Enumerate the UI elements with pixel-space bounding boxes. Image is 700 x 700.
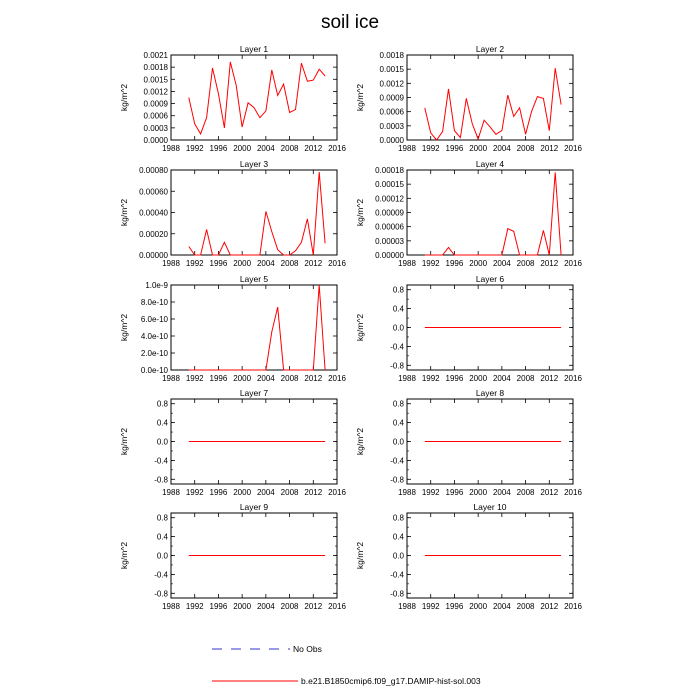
x-tick-label: 1992 <box>185 144 204 153</box>
plot-frame <box>171 55 337 140</box>
x-tick-label: 2000 <box>233 488 252 497</box>
x-tick-label: 2008 <box>516 144 535 153</box>
y-axis-label: kg/m^2 <box>355 541 365 570</box>
y-axis-label: kg/m^2 <box>119 83 129 112</box>
x-tick-label: 1996 <box>445 374 464 383</box>
plot-frame <box>407 170 573 255</box>
legend-obs-label: No Obs <box>293 644 322 654</box>
x-tick-label: 2008 <box>280 259 299 268</box>
x-tick-label: 2000 <box>469 144 488 153</box>
x-tick-label: 1988 <box>398 374 416 383</box>
y-tick-label: 0.8 <box>392 285 404 295</box>
y-axis-label: kg/m^2 <box>355 313 365 342</box>
x-tick-label: 2016 <box>564 259 582 268</box>
y-tick-label: 0.00040 <box>139 208 168 218</box>
x-tick-label: 2016 <box>328 259 346 268</box>
y-tick-label: -0.4 <box>154 570 168 580</box>
y-tick-label: 0.0012 <box>379 79 404 89</box>
x-tick-label: 1988 <box>398 144 416 153</box>
x-tick-label: 1992 <box>185 488 204 497</box>
x-tick-label: 2004 <box>492 374 511 383</box>
x-tick-label: 2012 <box>304 259 323 268</box>
x-tick-label: 2008 <box>280 144 299 153</box>
x-tick-label: 1996 <box>209 144 228 153</box>
y-tick-label: 0.00015 <box>375 180 404 190</box>
y-tick-label: 0.8 <box>156 399 168 409</box>
x-tick-label: 2000 <box>233 602 252 611</box>
y-tick-label: 0.0e-10 <box>140 366 168 375</box>
legend-model-label: b.e21.B1850cmip6.f09_g17.DAMIP-hist-sol.003 <box>301 676 481 686</box>
y-tick-label: -0.8 <box>154 589 168 599</box>
x-tick-label: 2012 <box>304 144 323 153</box>
y-tick-label: 6.0e-10 <box>140 315 168 324</box>
x-tick-label: 1996 <box>209 602 228 611</box>
y-tick-label: 0.00003 <box>375 236 404 246</box>
y-tick-label: 4.0e-10 <box>140 332 168 341</box>
x-tick-label: 1996 <box>445 602 464 611</box>
x-tick-label: 2008 <box>516 488 535 497</box>
x-tick-label: 2008 <box>516 374 535 383</box>
x-tick-label: 1992 <box>185 602 204 611</box>
x-tick-label: 2004 <box>492 259 511 268</box>
y-axis-label: kg/m^2 <box>355 83 365 112</box>
panel-title: Layer 9 <box>239 502 269 512</box>
x-tick-label: 2004 <box>256 259 275 268</box>
y-tick-label: 0.00009 <box>375 208 404 218</box>
panel-title: Layer 4 <box>475 159 505 169</box>
x-tick-label: 1996 <box>445 144 464 153</box>
x-tick-label: 2008 <box>516 259 535 268</box>
x-tick-label: 1988 <box>398 488 416 497</box>
panels-group <box>119 44 582 611</box>
panel-title: Layer 1 <box>239 44 269 54</box>
y-tick-label: 0.0000 <box>143 136 168 145</box>
panel-4 <box>355 159 582 268</box>
x-tick-label: 1988 <box>162 144 180 153</box>
y-tick-label: -0.8 <box>154 475 168 485</box>
x-tick-label: 2016 <box>328 144 346 153</box>
y-tick-label: -0.4 <box>390 570 404 580</box>
x-tick-label: 2016 <box>328 374 346 383</box>
figure-title: soil ice <box>320 12 380 33</box>
y-tick-label: 0.0 <box>156 437 168 447</box>
x-tick-label: 2016 <box>564 374 582 383</box>
x-tick-label: 2016 <box>328 602 346 611</box>
y-tick-label: 0.8 <box>156 513 168 523</box>
y-tick-label: 0.0015 <box>379 65 404 75</box>
x-tick-label: 2012 <box>540 602 559 611</box>
x-tick-label: 2008 <box>280 602 299 611</box>
y-tick-label: 0.4 <box>156 418 168 428</box>
panel-5 <box>119 274 346 383</box>
x-tick-label: 2012 <box>304 602 323 611</box>
panel-8 <box>355 388 582 497</box>
x-tick-label: 1996 <box>209 374 228 383</box>
x-tick-label: 1988 <box>162 374 180 383</box>
y-tick-label: 0.0006 <box>379 107 404 117</box>
model-series-line <box>425 172 561 255</box>
model-series-line <box>425 68 561 140</box>
panel-title: Layer 3 <box>239 159 269 169</box>
x-tick-label: 1996 <box>209 488 228 497</box>
y-tick-label: 0.0012 <box>143 87 168 97</box>
y-tick-label: 2.0e-10 <box>140 349 168 358</box>
x-tick-label: 2016 <box>564 144 582 153</box>
y-axis-label: kg/m^2 <box>119 198 129 227</box>
x-tick-label: 2000 <box>469 602 488 611</box>
x-tick-label: 2004 <box>256 144 275 153</box>
x-tick-label: 2000 <box>233 259 252 268</box>
y-tick-label: -0.4 <box>390 342 404 352</box>
y-tick-label: 0.00020 <box>139 229 168 239</box>
y-tick-label: 0.4 <box>392 532 404 542</box>
panel-title: Layer 6 <box>475 274 505 284</box>
model-series-line <box>189 172 325 255</box>
y-tick-label: 0.00080 <box>139 166 168 175</box>
y-tick-label: 8.0e-10 <box>140 298 168 307</box>
x-tick-label: 1992 <box>185 259 204 268</box>
panel-9 <box>119 502 346 611</box>
plot-frame <box>171 285 337 370</box>
y-tick-label: -0.4 <box>154 456 168 466</box>
y-tick-label: 0.0018 <box>143 63 168 73</box>
y-tick-label: -0.8 <box>390 475 404 485</box>
x-tick-label: 2008 <box>280 488 299 497</box>
y-tick-label: 1.0e-9 <box>145 281 168 290</box>
x-tick-label: 2000 <box>469 374 488 383</box>
panel-6 <box>355 274 582 383</box>
x-tick-label: 1988 <box>162 488 180 497</box>
y-tick-label: 0.00000 <box>139 251 168 260</box>
model-series-line <box>189 62 325 134</box>
y-tick-label: 0.4 <box>392 304 404 314</box>
x-tick-label: 2012 <box>540 374 559 383</box>
x-tick-label: 1988 <box>162 259 180 268</box>
y-tick-label: 0.8 <box>392 399 404 409</box>
x-tick-label: 1992 <box>421 144 440 153</box>
y-tick-label: 0.0006 <box>143 111 168 121</box>
x-tick-label: 2004 <box>256 602 275 611</box>
x-tick-label: 2004 <box>492 144 511 153</box>
x-tick-label: 2004 <box>256 374 275 383</box>
x-tick-label: 2012 <box>304 374 323 383</box>
x-tick-label: 2004 <box>492 602 511 611</box>
panel-3 <box>119 159 346 268</box>
y-tick-label: 0.0018 <box>379 51 404 60</box>
y-tick-label: 0.0 <box>156 551 168 561</box>
panel-1 <box>119 44 346 153</box>
panel-title: Layer 8 <box>475 388 505 398</box>
x-tick-label: 2004 <box>492 488 511 497</box>
x-tick-label: 2016 <box>564 602 582 611</box>
y-axis-label: kg/m^2 <box>119 427 129 456</box>
x-tick-label: 2012 <box>304 488 323 497</box>
x-tick-label: 1992 <box>421 602 440 611</box>
y-tick-label: 0.0000 <box>379 136 404 145</box>
y-tick-label: 0.00060 <box>139 187 168 197</box>
y-tick-label: 0.0009 <box>143 99 168 109</box>
y-tick-label: 0.0 <box>392 323 404 333</box>
panel-title: Layer 2 <box>475 44 505 54</box>
y-tick-label: 0.0009 <box>379 93 404 103</box>
x-tick-label: 1996 <box>445 488 464 497</box>
y-tick-label: 0.00018 <box>375 166 404 175</box>
y-tick-label: 0.8 <box>392 513 404 523</box>
x-tick-label: 2008 <box>516 602 535 611</box>
x-tick-label: 2000 <box>233 144 252 153</box>
panel-title: Layer 7 <box>239 388 269 398</box>
y-tick-label: 0.4 <box>392 418 404 428</box>
x-tick-label: 2008 <box>280 374 299 383</box>
x-tick-label: 1988 <box>398 602 416 611</box>
y-tick-label: 0.0003 <box>143 123 168 133</box>
y-tick-label: 0.00012 <box>375 194 404 204</box>
x-tick-label: 2004 <box>256 488 275 497</box>
x-tick-label: 1992 <box>421 374 440 383</box>
y-axis-label: kg/m^2 <box>355 427 365 456</box>
x-tick-label: 2012 <box>540 488 559 497</box>
x-tick-label: 2000 <box>469 259 488 268</box>
x-tick-label: 1996 <box>209 259 228 268</box>
panel-10 <box>355 502 582 611</box>
panel-title: Layer 5 <box>239 274 269 284</box>
x-tick-label: 2012 <box>540 259 559 268</box>
panel-title: Layer 10 <box>473 502 507 512</box>
panel-2 <box>355 44 582 153</box>
y-tick-label: -0.4 <box>390 456 404 466</box>
y-tick-label: -0.8 <box>390 589 404 599</box>
x-tick-label: 1988 <box>398 259 416 268</box>
x-tick-label: 1996 <box>445 259 464 268</box>
y-axis-label: kg/m^2 <box>119 313 129 342</box>
x-tick-label: 2000 <box>233 374 252 383</box>
y-tick-label: 0.00006 <box>375 222 404 232</box>
x-tick-label: 2016 <box>328 488 346 497</box>
model-series-line <box>189 285 325 370</box>
x-tick-label: 2012 <box>540 144 559 153</box>
x-tick-label: 1988 <box>162 602 180 611</box>
y-tick-label: 0.4 <box>156 532 168 542</box>
legend <box>212 644 481 686</box>
y-tick-label: 0.0 <box>392 551 404 561</box>
x-tick-label: 2016 <box>564 488 582 497</box>
y-axis-label: kg/m^2 <box>119 541 129 570</box>
y-tick-label: -0.8 <box>390 361 404 371</box>
x-tick-label: 2000 <box>469 488 488 497</box>
x-tick-label: 1992 <box>185 374 204 383</box>
y-tick-label: 0.0021 <box>143 51 168 60</box>
y-tick-label: 0.0015 <box>143 75 168 85</box>
y-tick-label: 0.00000 <box>375 251 404 260</box>
panel-7 <box>119 388 346 497</box>
y-tick-label: 0.0003 <box>379 121 404 131</box>
x-tick-label: 1992 <box>421 259 440 268</box>
plot-frame <box>171 170 337 255</box>
y-axis-label: kg/m^2 <box>355 198 365 227</box>
x-tick-label: 1992 <box>421 488 440 497</box>
y-tick-label: 0.0 <box>392 437 404 447</box>
